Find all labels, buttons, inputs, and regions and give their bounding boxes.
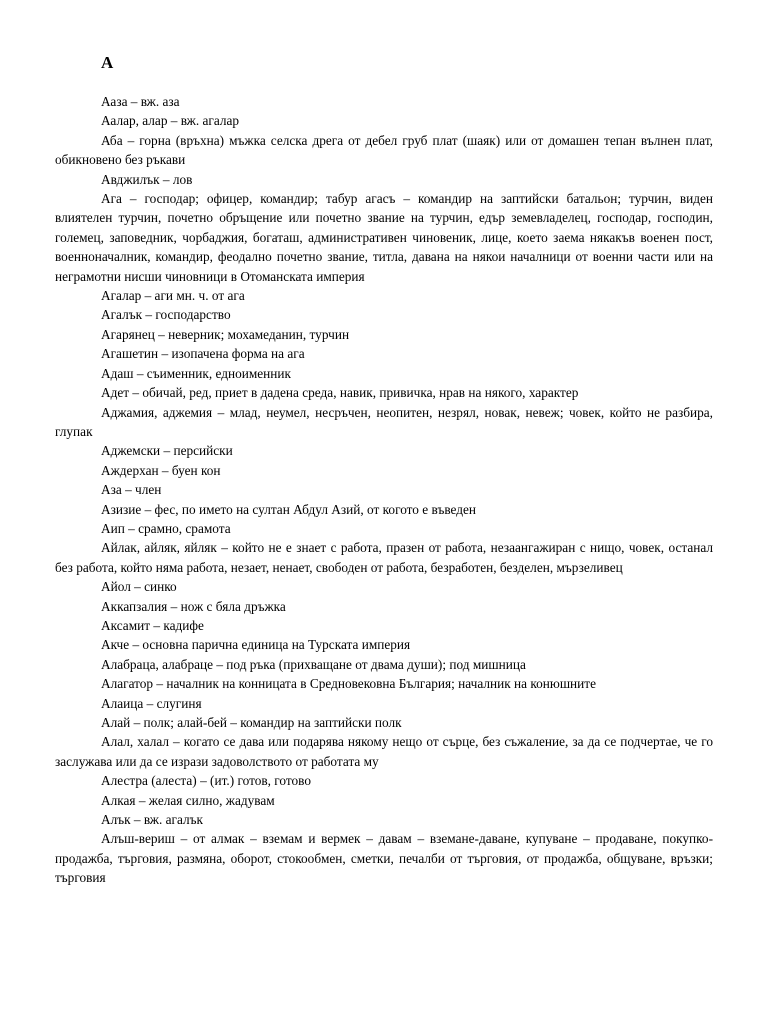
glossary-entry: Аалар, алар – вж. агалар (101, 113, 240, 129)
glossary-entry: Ааза – вж. аза (101, 94, 180, 109)
glossary-entry: Алабраца, алабраце – под ръка (прихващане от двама души); под мишница (101, 656, 526, 672)
glossary-entry: Алал, халал – когато се дава или подарява някому нещо от сърце, без съжаление, за да се подчертае, че го заслужава или да се изрази задоволството от работата му (55, 734, 713, 769)
glossary-entry: Алагатор – началник на конницата в Средновековна България; началник на конюшните (101, 676, 597, 692)
glossary-entry: Алестра (алеста) – (ит.) готов, готово (101, 773, 311, 789)
glossary-entry: Агарянец – неверник; мохамеданин, турчин (101, 326, 350, 342)
glossary-entry: Агалар – аги мн. ч. от ага (101, 288, 245, 304)
glossary-entry: Аза – член (101, 482, 162, 498)
glossary-entry: Алъш-вериш – от алмак – вземам и вермек – давам – вземане-даване, купуване – продаване, покупко-продажба, търговия, размяна, оборот, стокообмен, сметки, печалби от търговия, от продажба, общуване, връзки; търговия (55, 831, 713, 886)
glossary-entry: Авджилък – лов (101, 171, 193, 187)
glossary-entry: Алай – полк; алай-бей – командир на заптийски полк (101, 715, 402, 730)
glossary-entry: Агашетин – изопачена форма на ага (101, 346, 305, 362)
glossary-entry: Аджемски – персийски (101, 443, 233, 459)
glossary-entry: Агалък – господарство (101, 307, 231, 323)
glossary-entry: Акче – основна парична единица на Турската империя (101, 637, 411, 653)
document-page (55, 52, 713, 888)
glossary-entry: Аксамит – кадифе (101, 617, 204, 633)
glossary-entry: Аба – горна (връхна) мъжка селска дрега от дебел груб плат (шаяк) или от домашен тепан вълнен плат, обикновено без ръкави (55, 132, 713, 168)
glossary-entry: Аккапзалия – нож с бяла дръжка (101, 598, 286, 614)
glossary-entry: Аджамия, аджемия – млад, неумел, несръчен, неопитен, незрял, новак, невеж; човек, който не разбира, глупак (55, 404, 713, 439)
glossary-entry: Айлак, айляк, яйляк – който не е знает с работа, празен от работа, незаангажиран с нищо, човек, останал без работа, който няма работа, незает, ненает, свободен от работа, безработен, безделен, мързеливец (55, 540, 713, 575)
glossary-entry: Алък – вж. агалък (101, 812, 203, 828)
glossary-entries (55, 92, 713, 888)
glossary-entry: Азизие – фес, по името на султан Абдул Азий, от когото е въведен (101, 501, 477, 517)
glossary-entry: Аип – срамно, срамота (101, 520, 231, 536)
glossary-entry: Адет – обичай, ред, приет в дадена среда, навик, привичка, нрав на някого, характер (101, 385, 579, 401)
glossary-entry: Айол – синко (101, 579, 177, 595)
glossary-entry: Алкая – желая силно, жадувам (101, 792, 275, 808)
glossary-entry: Ага – господар; офицер, командир; табур агасъ – командир на заптийски батальон; турчин, виден влиятелен турчин, почетно обръщение или почетно звание на турчин, едър земевладелец, господар, господин, големец, заповедник, чорбаджия, богаташ, административен чиновеник, лице, което заема някакъв военен пост, военноначалник, командир, феодално почетно звание, титла, давана на някои началници от военни части или на неграмотни нисши чиновници в Отоманската империя (55, 191, 713, 284)
glossary-entry: Адаш – съименник, едноименник (101, 365, 291, 381)
section-letter-heading: А (101, 53, 114, 72)
glossary-entry: Алаица – слугиня (101, 695, 202, 711)
glossary-entry: Аждерхан – буен кон (101, 462, 221, 478)
